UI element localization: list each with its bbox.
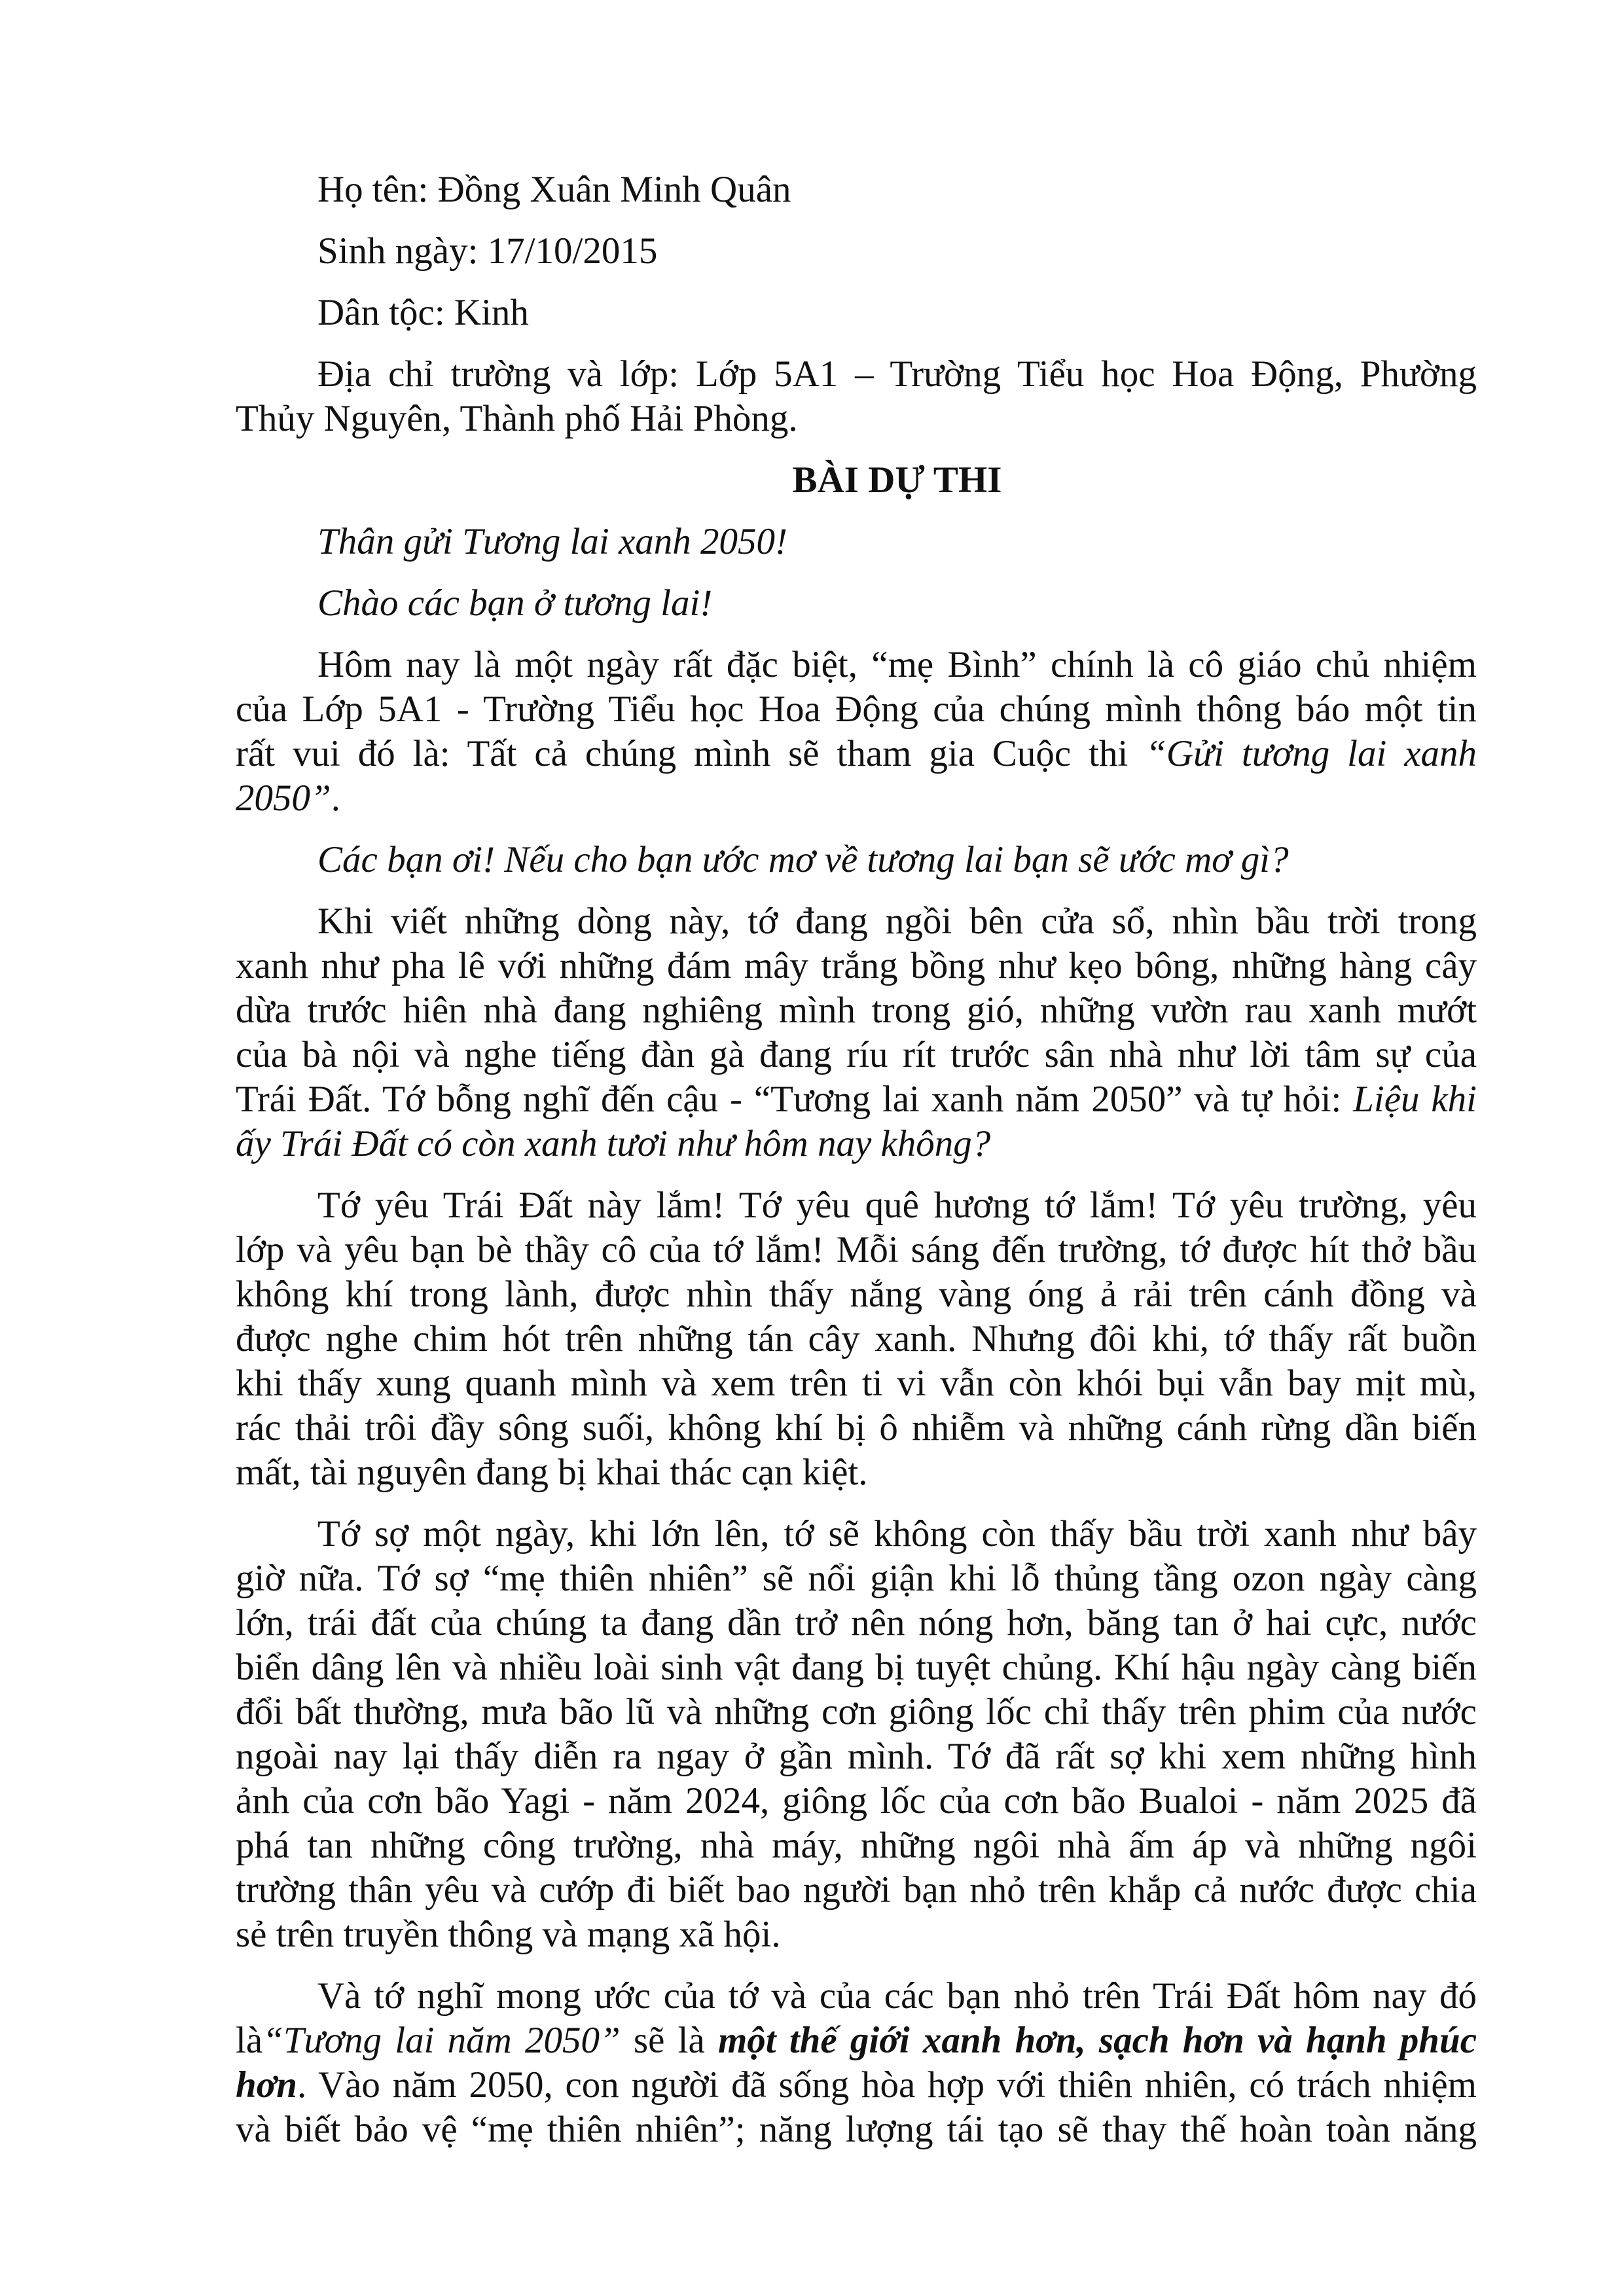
- text-line: [236, 776, 1477, 821]
- text-segment: . Vào năm 2050, con người đã sống hòa hợp với thiên nhiên, có trách nhiệm: [297, 2064, 1477, 2106]
- text-segment: Thủy Nguyên, Thành phố Hải Phòng.: [236, 398, 798, 439]
- text-line: [236, 2018, 1477, 2063]
- text-line: [236, 1556, 1477, 1601]
- text-segment: Địa chỉ trường và lớp: Lớp 5A1 – Trường Tiểu học Hoa Động, Phường: [317, 353, 1477, 395]
- text-segment: .: [331, 778, 340, 819]
- text-line: [236, 643, 1477, 687]
- text-segment: Sinh ngày: 17/10/2015: [317, 230, 658, 272]
- text-line: [236, 1361, 1477, 1406]
- text-line: [236, 899, 1477, 944]
- text-line: [236, 1690, 1477, 1734]
- text-segment: mất, tài nguyên đang bị khai thác cạn kiệt.: [236, 1452, 868, 1493]
- text-segment: dừa trước hiên nhà đang nghiêng mình trong gió, những vườn rau xanh mướt: [236, 990, 1477, 1031]
- text-line: [236, 1512, 1477, 1556]
- text-segment: xanh như pha lê với những đám mây trắng bồng như kẹo bông, những hàng cây: [236, 945, 1477, 986]
- paragraph: [236, 1974, 1477, 2152]
- text-segment: sẻ trên truyền thông và mạng xã hội.: [236, 1914, 781, 1955]
- text-segment: Dân tộc: Kinh: [317, 292, 529, 333]
- text-segment: ngoài nay lại thấy diễn ra ngay ở gần mình. Tớ đã rất sợ khi xem những hình: [236, 1736, 1477, 1777]
- text-segment: không khí trong lành, được nhìn thấy nắng vàng óng ả rải trên cánh đồng và: [236, 1274, 1477, 1315]
- text-segment: trường thân yêu và cướp đi biết bao người bạn nhỏ trên khắp cả nước được chia: [236, 1869, 1477, 1910]
- text-segment: giờ nữa. Tớ sợ “mẹ thiên nhiên” sẽ nổi giận khi lỗ thủng tầng ozon ngày càng: [236, 1558, 1477, 1599]
- italic-text: “Tương lai năm 2050”: [262, 2020, 621, 2061]
- text-segment: được nghe chim hót trên những tán cây xanh. Nhưng đôi khi, tớ thấy rất buồn: [236, 1318, 1477, 1359]
- text-line: [236, 1601, 1477, 1645]
- text-segment: rác thải trôi đầy sông suối, không khí bị ô nhiễm và những cánh rừng dần biến: [236, 1407, 1477, 1448]
- text-line: [236, 397, 1477, 441]
- paragraph: [236, 352, 1477, 441]
- text-segment: là: [236, 2020, 263, 2061]
- text-segment: khi thấy xung quanh mình và xem trên ti vi vẫn còn khói bụi vẫn bay mịt mù,: [236, 1363, 1477, 1404]
- text-line: [236, 1228, 1477, 1272]
- text-line: [236, 520, 1477, 564]
- text-line: [236, 1912, 1477, 1957]
- document-page: [236, 168, 1477, 2169]
- paragraph: [236, 838, 1477, 882]
- text-line: [236, 1450, 1477, 1495]
- document-title: BÀI DỰ THI: [792, 459, 1002, 501]
- text-segment: Trái Đất. Tớ bỗng nghĩ đến cậu - “Tương lai xanh năm 2050” và tự hỏi:: [236, 1079, 1354, 1120]
- paragraph: [236, 581, 1477, 626]
- text-segment: Tớ sợ một ngày, khi lớn lên, tớ sẽ không còn thấy bầu trời xanh như bây: [317, 1513, 1477, 1554]
- text-line: [236, 1033, 1477, 1077]
- text-segment: Hôm nay là một ngày rất đặc biệt, “mẹ Bình” chính là cô giáo chủ nhiệm: [317, 644, 1477, 685]
- text-segment: Họ tên: Đồng Xuân Minh Quân: [317, 169, 791, 210]
- text-segment: sẽ là: [620, 2020, 718, 2061]
- text-line: [236, 1183, 1477, 1228]
- paragraph: [236, 168, 1477, 212]
- text-segment: đổi bất thường, mưa bão lũ và những cơn giông lốc chỉ thấy trên phim của nước: [236, 1691, 1477, 1732]
- italic-text: 2050”: [236, 778, 331, 819]
- text-line: [236, 581, 1477, 626]
- italic-text: “Gửi tương lai xanh: [1146, 733, 1477, 774]
- text-line: [236, 2063, 1477, 2108]
- text-line: [236, 687, 1477, 732]
- text-line: [236, 1779, 1477, 1823]
- text-line: [236, 1406, 1477, 1450]
- text-line: [236, 732, 1477, 776]
- text-line: [236, 944, 1477, 988]
- italic-text: Thân gửi Tương lai xanh 2050!: [317, 521, 788, 562]
- text-line: [236, 1122, 1477, 1166]
- text-line: [236, 1823, 1477, 1868]
- paragraph: [236, 1512, 1477, 1957]
- text-segment: của bà nội và nghe tiếng đàn gà đang ríu rít trước sân nhà như lời tâm sự của: [236, 1034, 1477, 1075]
- paragraph: [236, 899, 1477, 1166]
- text-segment: lớp và yêu bạn bè thầy cô của tớ lắm! Mỗi sáng đến trường, tớ được hít thở bầu: [236, 1229, 1477, 1270]
- text-line: [236, 1734, 1477, 1779]
- text-line: [236, 168, 1477, 212]
- text-line: [236, 1645, 1477, 1690]
- text-line: [236, 2108, 1477, 2152]
- text-line: [236, 1317, 1477, 1361]
- paragraph: [236, 229, 1477, 274]
- paragraph: [236, 1183, 1477, 1495]
- text-line: [236, 352, 1477, 397]
- italic-text: Liệu khi: [1353, 1079, 1477, 1120]
- text-segment: Tớ yêu Trái Đất này lắm! Tớ yêu quê hương tớ lắm! Tớ yêu trường, yêu: [317, 1185, 1477, 1226]
- text-line: [236, 988, 1477, 1033]
- italic-text: Chào các bạn ở tương lai!: [317, 583, 713, 624]
- text-line: [236, 1077, 1477, 1122]
- text-segment: phá tan những công trường, nhà máy, những ngôi nhà ấm áp và những ngôi: [236, 1825, 1477, 1866]
- text-segment: lớn, trái đất của chúng ta đang dần trở nên nóng hơn, băng tan ở hai cực, nước: [236, 1602, 1477, 1643]
- text-segment: và biết bảo vệ “mẹ thiên nhiên”; năng lượng tái tạo sẽ thay thế hoàn toàn năng: [236, 2109, 1477, 2150]
- text-line: [236, 838, 1477, 882]
- text-segment: Khi viết những dòng này, tớ đang ngồi bên cửa sổ, nhìn bầu trời trong: [317, 901, 1477, 942]
- text-segment: của Lớp 5A1 - Trường Tiểu học Hoa Động của chúng mình thông báo một tin: [236, 689, 1477, 730]
- text-line: [236, 1272, 1477, 1317]
- text-line: [236, 1868, 1477, 1912]
- paragraph: [236, 520, 1477, 564]
- text-line: [236, 229, 1477, 274]
- paragraph: [236, 643, 1477, 821]
- bold-italic-text: hơn: [236, 2064, 297, 2106]
- italic-text: Các bạn ơi! Nếu cho bạn ước mơ về tương lai bạn sẽ ước mơ gì?: [317, 839, 1289, 880]
- paragraph: [236, 291, 1477, 335]
- italic-text: ấy Trái Đất có còn xanh tươi như hôm nay không?: [236, 1123, 991, 1164]
- bold-italic-text: một thế giới xanh hơn, sạch hơn và hạnh phúc: [717, 2020, 1477, 2061]
- text-segment: biển dâng lên và nhiều loài sinh vật đang bị tuyệt chủng. Khí hậu ngày càng biến: [236, 1647, 1477, 1688]
- text-segment: Và tớ nghĩ mong ước của tớ và của các bạn nhỏ trên Trái Đất hôm nay đó: [317, 1975, 1477, 2017]
- text-line: [236, 291, 1477, 335]
- text-line: [236, 1974, 1477, 2018]
- text-segment: rất vui đó là: Tất cả chúng mình sẽ tham gia Cuộc thi: [236, 733, 1146, 774]
- text-segment: ảnh của cơn bão Yagi - năm 2024, giông lốc của cơn bão Bualoi - năm 2025 đã: [236, 1780, 1477, 1821]
